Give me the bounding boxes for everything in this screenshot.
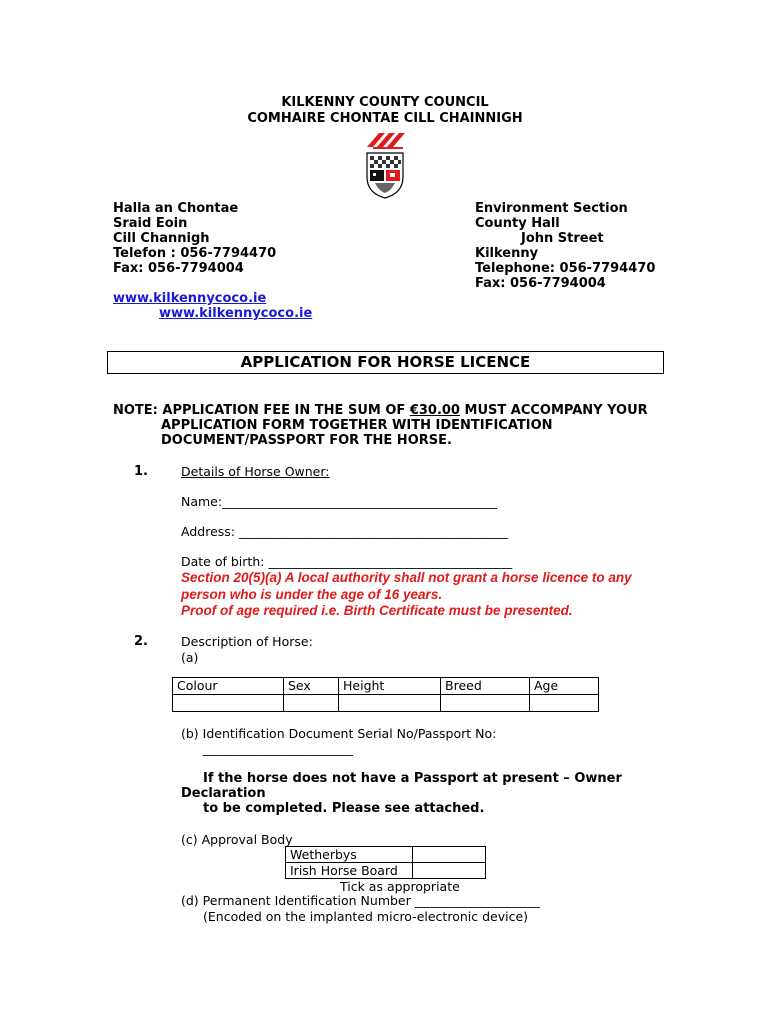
warning-line: Section 20(5)(a) A local authority shall not grant a horse licence to any bbox=[181, 570, 632, 585]
website-link[interactable]: www.kilkennycoco.ie bbox=[113, 291, 267, 306]
approval-body-table bbox=[285, 846, 486, 879]
tick-instruction: Tick as appropriate bbox=[340, 879, 460, 894]
fee-note bbox=[113, 403, 673, 448]
passport-number-field[interactable]: ________________________ bbox=[203, 741, 353, 756]
note-line-2: APPLICATION FORM TOGETHER WITH IDENTIFICATION bbox=[161, 418, 553, 433]
note-suffix: MUST ACCOMPANY YOUR bbox=[459, 403, 648, 418]
department-name: Environment Section bbox=[475, 201, 628, 216]
section-2-number: 2. bbox=[134, 634, 148, 649]
table-input-row bbox=[173, 695, 599, 712]
declaration-line: If the horse does not have a Passport at present – Owner bbox=[203, 771, 622, 786]
english-address-block bbox=[475, 201, 655, 291]
section-1-number: 1. bbox=[134, 464, 148, 479]
section-2-heading: Description of Horse: bbox=[181, 634, 313, 649]
colour-input-cell[interactable] bbox=[173, 695, 284, 712]
permanent-id-note: (Encoded on the implanted micro-electronic device) bbox=[203, 909, 529, 924]
height-input-cell[interactable] bbox=[339, 695, 441, 712]
irish-fax: Fax: 056-7794004 bbox=[113, 261, 244, 276]
column-header-colour: Colour bbox=[173, 678, 284, 695]
column-header-height: Height bbox=[339, 678, 441, 695]
permanent-id-number-field[interactable]: (d) Permanent Identification Number ____________________ bbox=[181, 893, 540, 908]
approval-body-label: (c) Approval Body bbox=[181, 832, 293, 847]
approval-body-wetherbys: Wetherbys bbox=[286, 847, 413, 863]
website-link-secondary[interactable]: www.kilkennycoco.ie bbox=[159, 306, 313, 321]
irish-address-line: Halla an Chontae bbox=[113, 201, 239, 216]
owner-name-field[interactable]: Name:____________________________________________ bbox=[181, 494, 498, 509]
table-header-row bbox=[173, 678, 599, 695]
horse-description-table bbox=[172, 677, 599, 712]
approval-body-row bbox=[286, 847, 486, 863]
declaration-line: to be completed. Please see attached. bbox=[203, 801, 485, 816]
column-header-sex: Sex bbox=[284, 678, 339, 695]
address-line: John Street bbox=[521, 231, 604, 246]
council-crest-logo bbox=[363, 131, 407, 199]
irish-telephone: Telefon : 056-7794470 bbox=[113, 246, 277, 261]
warning-line: person who is under the age of 16 years. bbox=[181, 586, 443, 602]
section-1-heading: Details of Horse Owner: bbox=[181, 464, 330, 479]
note-line-3: DOCUMENT/PASSPORT FOR THE HORSE. bbox=[161, 433, 452, 448]
approval-body-irish-horse-board: Irish Horse Board bbox=[286, 863, 413, 879]
address-line: County Hall bbox=[475, 216, 560, 231]
irish-address-line: Sraid Eoin bbox=[113, 216, 188, 231]
warning-line: Proof of age required i.e. Birth Certificate must be presented. bbox=[181, 603, 573, 618]
breed-input-cell[interactable] bbox=[441, 695, 530, 712]
irish-address-line: Cill Channigh bbox=[113, 231, 210, 246]
council-name-english: KILKENNY COUNTY COUNCIL bbox=[281, 95, 489, 110]
owner-dob-field[interactable]: Date of birth: _______________________________________ bbox=[181, 554, 513, 569]
owner-address-field[interactable]: Address: ___________________________________________ bbox=[181, 524, 508, 539]
telephone: Telephone: 056-7794470 bbox=[475, 261, 656, 276]
tick-box-irish-horse-board[interactable] bbox=[413, 863, 486, 879]
declaration-line: Declaration bbox=[181, 786, 266, 801]
owner-declaration-note bbox=[181, 771, 641, 816]
fee-amount: €30.00 bbox=[409, 403, 460, 418]
age-requirement-warning bbox=[181, 570, 661, 620]
sex-input-cell[interactable] bbox=[284, 695, 339, 712]
column-header-breed: Breed bbox=[441, 678, 530, 695]
approval-body-row bbox=[286, 863, 486, 879]
tick-box-wetherbys[interactable] bbox=[413, 847, 486, 863]
council-name-irish: COMHAIRE CHONTAE CILL CHAINNIGH bbox=[247, 111, 523, 126]
form-title: APPLICATION FOR HORSE LICENCE bbox=[107, 351, 664, 374]
irish-address-block bbox=[113, 201, 276, 276]
address-line: Kilkenny bbox=[475, 246, 539, 261]
age-input-cell[interactable] bbox=[530, 695, 599, 712]
passport-number-label: (b) Identification Document Serial No/Passport No: bbox=[181, 726, 497, 741]
note-prefix: NOTE: APPLICATION FEE IN THE SUM OF bbox=[113, 403, 410, 418]
sub-item-a-label: (a) bbox=[181, 650, 199, 665]
column-header-age: Age bbox=[530, 678, 599, 695]
fax: Fax: 056-7794004 bbox=[475, 276, 606, 291]
